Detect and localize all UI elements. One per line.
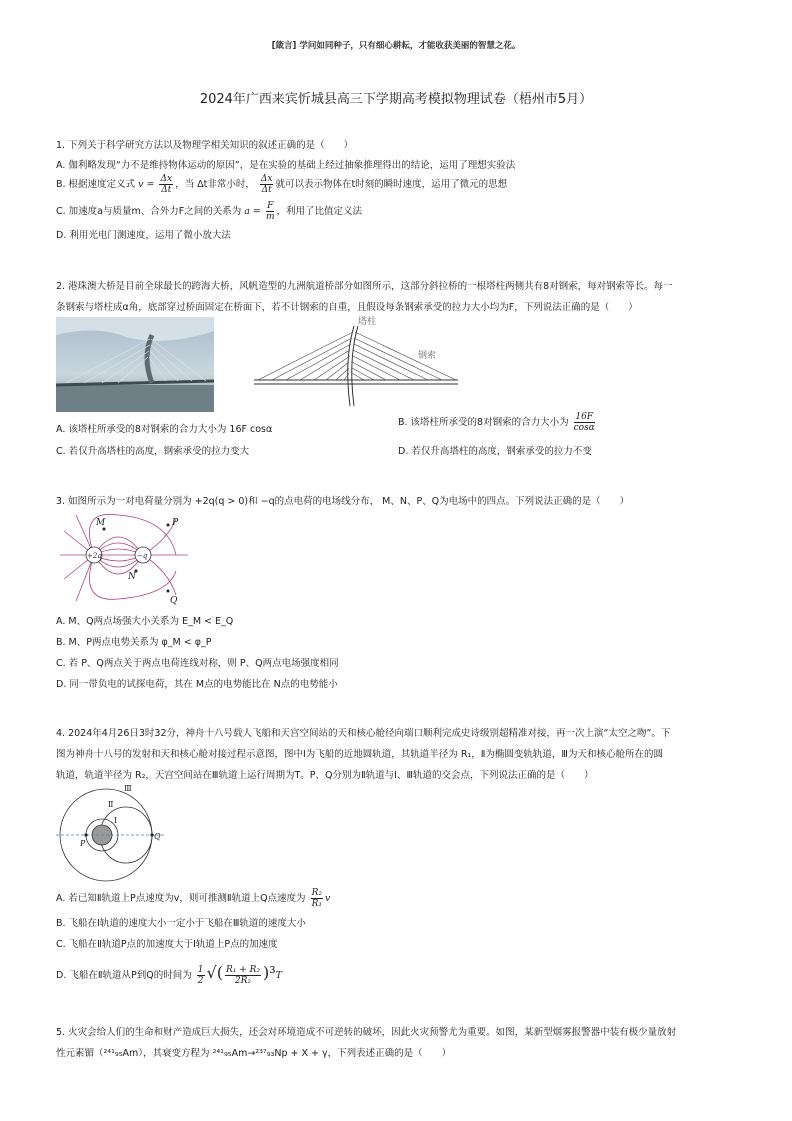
point-p-orbit-label: P [80, 839, 86, 848]
point-p-label: P [172, 518, 179, 528]
q4-option-a [56, 888, 330, 909]
q1-c-formula: a = [244, 206, 261, 217]
q2-b-den: cosα [573, 423, 595, 433]
q2-b-frac [574, 412, 595, 433]
q4-d-t: T [275, 970, 282, 981]
q1-stem: 1. 下列关于科学研究方法以及物理学相关知识的叙述正确的是（ ） [56, 140, 354, 151]
q3-option-c: C. 若 P、Q两点关于两点电荷连线对称，则 P、Q两点电场强度相同 [56, 658, 339, 669]
q4-stem-line1: 4. 2024年4月26日3时32分，神舟十八号载人飞船和天宫空间站的天和核心舱径向端口顺利完成史诗级别超精准对接，再一次上演“太空之吻”。下 [56, 728, 671, 739]
q1-c-post: ，利用了比值定义法 [276, 206, 362, 217]
q4-d-sqrt-close: )³ [262, 963, 276, 982]
q1-b-frac: $\frac{\Delta x}{\Delta t}$ [160, 174, 173, 195]
q2-b-num: 16F [575, 412, 594, 422]
q4-a-frac: $\frac{\text{R₂}}{\text{R₁}}$ [311, 888, 322, 909]
orbit-ii-label: Ⅱ [108, 800, 114, 809]
q4-stem-line2: 图为神舟十八号的发射和天和核心舱对接过程示意图，图中Ⅰ为飞船的近地圆轨道，其轨道半径为 R₁，Ⅱ为椭圆变轨轨道，Ⅲ为天和核心舱所在的圆 [56, 749, 663, 760]
q4-stem-line3: 轨道，轨道半径为 R₂，天宫空间站在Ⅲ轨道上运行周期为T。P、Q分别为Ⅱ轨道与Ⅰ、Ⅲ轨道的交会点，下列说法正确的是（ ） [56, 770, 594, 781]
q3-option-b: B. M、P两点电势关系为 φ_M < φ_P [56, 637, 212, 648]
q4-d-text: D. 飞船在Ⅱ轨道从P到Q的时间为 [56, 970, 192, 981]
q1-b-formula: v = [138, 179, 155, 190]
q1-b-mid2: Δt非常小时， [197, 179, 255, 190]
q3-option-d: D. 同一带负电的试探电荷，其在 M点的电势能比在 N点的电势能小 [56, 679, 338, 690]
orbit-iii-label: Ⅲ [124, 784, 132, 793]
q2-option-a: A. 该塔柱所承受的8对钢索的合力大小为 16F cosα [56, 424, 273, 435]
q4-d-frac-half: $\frac{1}{2}$ [197, 965, 204, 986]
q5-stem-line2: 性元素镅（²⁴¹₉₅Am），其衰变方程为 ²⁴¹₉₅Am→²³⁷₉₃Np + X + γ，下列表述正确的是（ ） [56, 1048, 452, 1059]
q4-option-d [56, 963, 282, 986]
q1-option-a: A. 伽利略发现“力不是维持物体运动的原因”，是在实验的基础上经过抽象推理得出的结论，运用了理想实验法 [56, 160, 516, 171]
label-cable: 钢索 [418, 351, 437, 361]
q1-c-frac: $\frac{F}{m}$ [265, 201, 275, 222]
charge-minus-label: −q [137, 552, 148, 560]
q4-a-v: v [324, 893, 331, 904]
q2-option-b [398, 412, 597, 433]
point-q-label: Q [170, 596, 178, 606]
q1-option-c [56, 201, 362, 222]
q3-option-a: A. M、Q两点场强大小关系为 E_M < E_Q [56, 616, 234, 627]
point-m-label: M [96, 518, 106, 528]
q1-option-b [56, 174, 507, 195]
q2-option-c: C. 若仅升高塔柱的高度，钢索承受的拉力变大 [56, 446, 250, 457]
q4-d-sqrt: √( [206, 963, 223, 982]
q1-c-pre: C. 加速度a与质量m、合外力F之间的关系为 [56, 206, 242, 217]
q1-option-d: D. 利用光电门测速度，运用了微小放大法 [56, 230, 231, 241]
orbit-i-label: Ⅰ [114, 816, 118, 825]
q4-a-text: A. 若已知Ⅱ轨道上P点速度为v，则可推测Ⅱ轨道上Q点速度为 [56, 893, 306, 904]
point-q-orbit-label: Q [154, 832, 161, 841]
q2-option-d: D. 若仅升高塔柱的高度，钢索承受的拉力不变 [398, 446, 592, 457]
charge-plus-label: +2q [87, 552, 102, 560]
q5-stem-line1: 5. 火灾会给人们的生命和财产造成巨大损失，还会对环境造成不可逆转的破坏，因此火灾预警尤为重要。如图，某新型烟雾报警器中装有极少量放射 [56, 1027, 677, 1038]
q2-stem-line1: 2. 港珠澳大桥是目前全球最长的跨海大桥，风帆造型的九洲航道桥部分如图所示，这部分斜拉桥的一根塔柱两侧共有8对钢索，每对钢索等长。每一 [56, 281, 673, 292]
q1-b-pre: B. 根据速度定义式 [56, 179, 136, 190]
bridge-photo [56, 317, 214, 412]
bridge-diagram [252, 314, 462, 412]
header-motto: [箴言] 学问如同种子，只有细心耕耘，才能收获美丽的智慧之花。 [271, 41, 521, 51]
field-lines-diagram [58, 509, 193, 608]
q4-option-b: B. 飞船在Ⅰ轨道的速度大小一定小于飞船在Ⅲ轨道的速度大小 [56, 918, 306, 929]
orbit-diagram [56, 783, 166, 883]
label-tower: 塔柱 [358, 317, 377, 327]
point-n-label: N [128, 572, 136, 582]
q1-b-post: 就可以表示物体在t时刻的瞬时速度，运用了微元的思想 [275, 179, 508, 190]
q1-b-mid: ，当 [175, 179, 195, 190]
q4-d-frac-r: $\frac{\text{R₁ + R₂}}{\text{2R₂}}$ [225, 965, 260, 986]
q2-stem-line2: 条钢索与塔柱成α角，底部穿过桥面固定在桥面下，若不计钢索的自重，且假设每条钢索承受的拉力大小均为F，下列说法正确的是（ ） [56, 302, 638, 313]
page-title: 2024年广西来宾忻城县高三下学期高考模拟物理试卷（梧州市5月） [199, 92, 593, 107]
q1-b-frac2: $\frac{\Delta x}{\Delta t}$ [260, 174, 273, 195]
q4-option-c: C. 飞船在Ⅱ轨道P点的加速度大于Ⅰ轨道上P点的加速度 [56, 939, 278, 950]
q3-stem: 3. 如图所示为一对电荷量分别为 +2q(q > 0)和 −q的点电荷的电场线分布， M、N、P、Q为电场中的四点。下列说法正确的是（ ） [56, 496, 630, 507]
q2-b-text: B. 该塔柱所承受的8对钢索的合力大小为 [398, 417, 569, 428]
